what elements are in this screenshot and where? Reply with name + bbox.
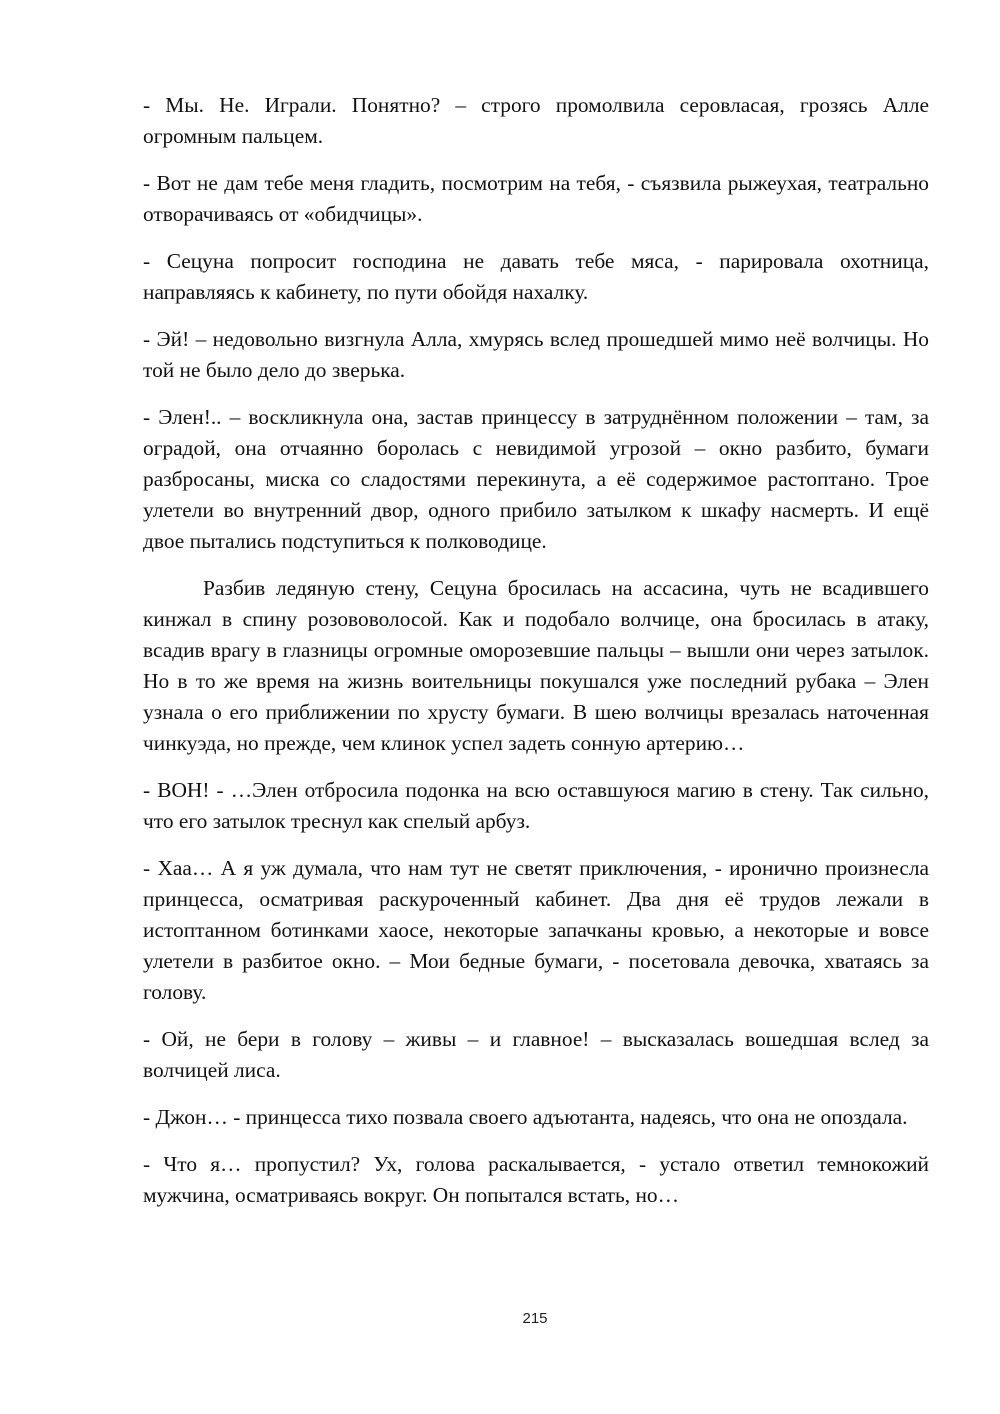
paragraph-3: - Сецуна попросит господина не давать тебе мяса, - парировала охотница, направляясь к кабинету, по пути обойдя нахалку. [143, 249, 929, 304]
paragraph-11: - Что я… пропустил? Ух, голова раскалывается, - устало ответил темнокожий мужчина, осматриваясь вокруг. Он попытался встать, но… [143, 1152, 929, 1207]
page-number: 215 [522, 1310, 548, 1327]
paragraph-7: - ВОН! - …Элен отбросила подонка на всю оставшуюся магию в стену. Так сильно, что его затылок треснул как спелый арбуз. [143, 778, 929, 833]
paragraph-10: - Джон… - принцесса тихо позвала своего адъютанта, надеясь, что она не опоздала. [143, 1105, 908, 1129]
paragraph-6: Разбив ледяную стену, Сецуна бросилась на ассасина, чуть не всадившего кинжал в спину розововолосой. Как и подобало волчице, она бросилась в атаку, всадив врагу в глазницы огромные оморозевшие пальцы – вышли они через затылок. Но в то же время на жизнь воительницы покушался уже последний рубака – Элен узнала о его приближении по хрусту бумаги. В шею волчицы врезалась наточенная чинкуэда, но прежде, чем клинок успел задеть сонную артерию… [143, 576, 929, 755]
paragraph-1: - Мы. Не. Играли. Понятно? – строго промолвила серовласая, грозясь Алле огромным пальцем. [143, 93, 929, 148]
paragraph-2: - Вот не дам тебе меня гладить, посмотрим на тебя, - съязвила рыжеухая, театрально отворачиваясь от «обидчицы». [143, 171, 929, 226]
paragraph-9: - Ой, не бери в голову – живы – и главное! – высказалась вошедшая вслед за волчицей лиса. [143, 1027, 929, 1082]
paragraph-5: - Элен!.. – воскликнула она, застав принцессу в затруднённом положении – там, за оградой, она отчаянно боролась с невидимой угрозой – окно разбито, бумаги разбросаны, миска со сладостями перекинута, а её содержимое растоптано. Трое улетели во внутренний двор, одного прибило затылком к шкафу насмерть. И ещё двое пытались подступиться к полководице. [143, 405, 929, 553]
paragraph-4: - Эй! – недовольно визгнула Алла, хмурясь вслед прошедшей мимо неё волчицы. Но той не было дело до зверька. [143, 327, 929, 382]
page-body [143, 90, 929, 1227]
paragraph-8: - Хаа… А я уж думала, что нам тут не светят приключения, - иронично произнесла принцесса, осматривая раскуроченный кабинет. Два дня её трудов лежали в истоптанном ботинками хаосе, некоторые запачканы кровью, а некоторые и вовсе улетели в разбитое окно. – Мои бедные бумаги, - посетовала девочка, хватаясь за голову. [143, 856, 929, 1004]
